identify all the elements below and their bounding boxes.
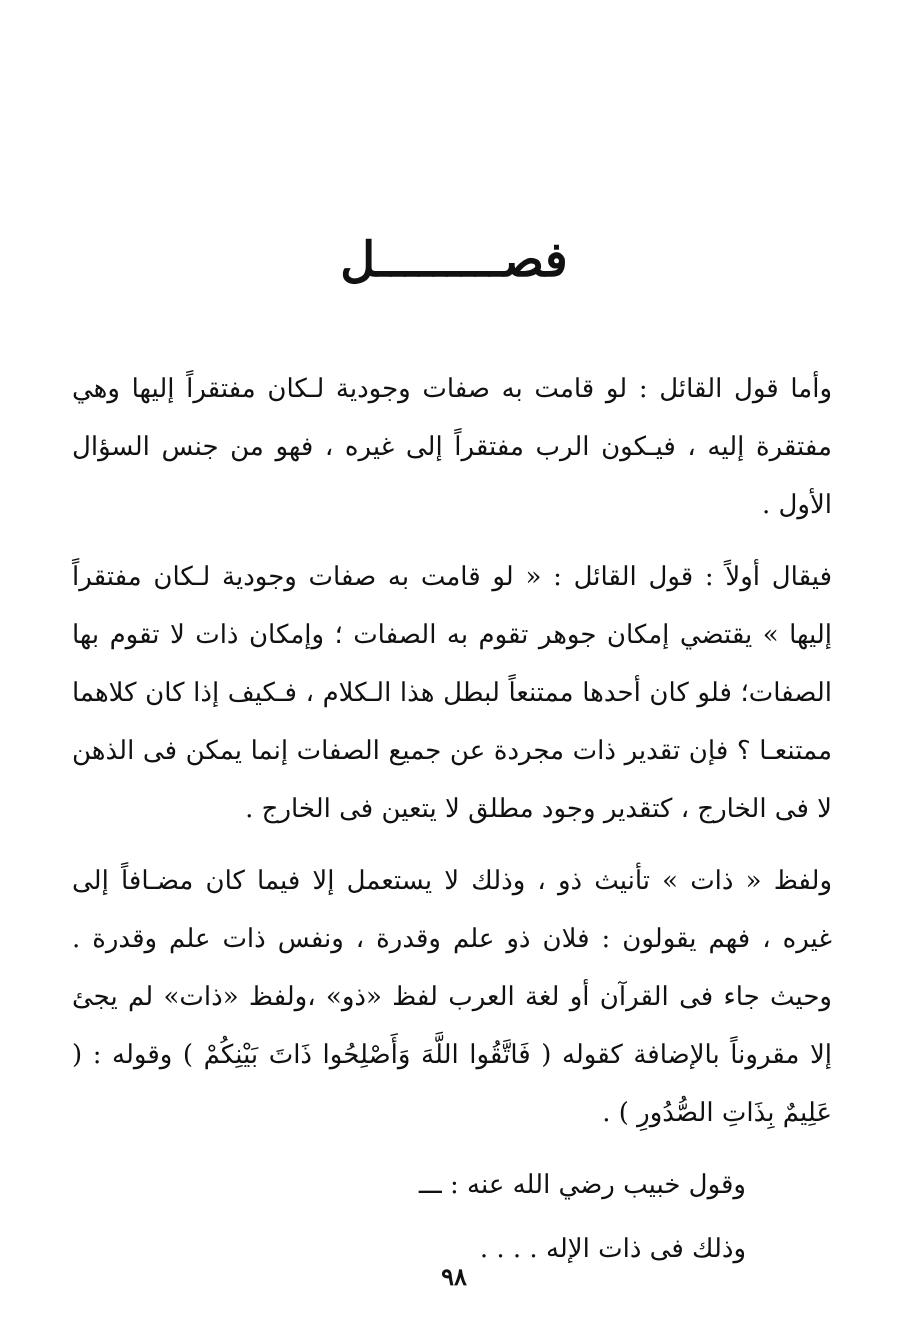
verse-line-1: وقول خبيب رضي الله عنه : ـــ <box>418 1170 746 1200</box>
verse-line-2: وذلك فى ذات الإله . . . . <box>479 1234 746 1264</box>
body-text <box>72 360 832 1278</box>
page-number: ٩٨ <box>441 1262 467 1291</box>
section-heading: فصـــــــــل <box>340 232 568 288</box>
paragraph-1: وأما قول القائل : لو قامت به صفات وجودية لـكان مفتقراً إليها وهي مفتقرة إليه ، فيـكون الرب مفتقراً إلى غيره ، فهو من جنس السؤال الأول . <box>72 374 832 520</box>
paragraph-3: ولفظ « ذات » تأنيث ذو ، وذلك لا يستعمل إلا فيما كان مضـافاً إلى غيره ، فهم يقولون : فلان ذو علم وقدرة ، ونفس ذات علم وقدرة . وحيث جاء فى القرآن أو لغة العرب لفظ «ذو» ،ولفظ «ذات» لم يجئ إلا مقروناً بالإضافة كقوله ( فَاتَّقُوا اللَّهَ وَأَصْلِحُوا ذَاتَ بَيْنِكُمْ ) وقوله : ( عَلِيمٌ بِذَاتِ الصُّدُورِ ) . <box>72 866 832 1128</box>
paragraph-2: فيقال أولاً : قول القائل : « لو قامت به صفات وجودية لـكان مفتقراً إليها » يقتضي إمكان جوهر تقوم به الصفات ؛ وإمكان ذات لا تقوم بها الصفات؛ فلو كان أحدها ممتنعاً لبطل هذا الـكلام ، فـكيف إذا كان كلاهما ممتنعـا ؟ فإن تقدير ذات مجردة عن جميع الصفات إنما يمكن فى الذهن لا فى الخارج ، كتقدير وجود مطلق لا يتعين فى الخارج . <box>72 562 832 824</box>
